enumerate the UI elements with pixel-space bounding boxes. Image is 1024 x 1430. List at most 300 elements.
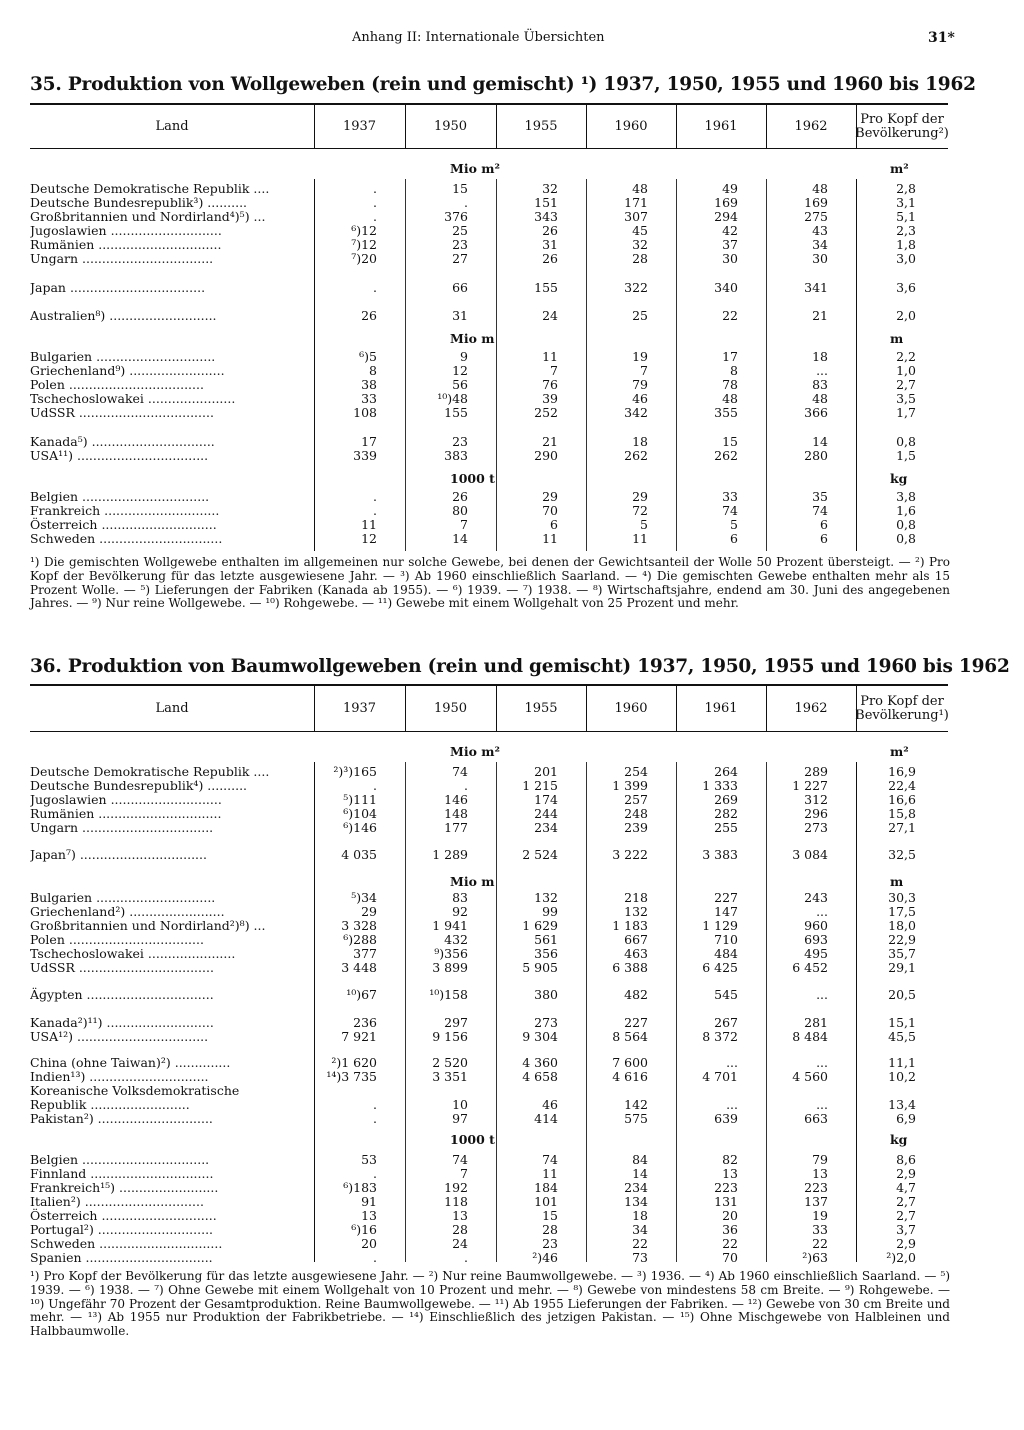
value-per-capita: 3,0 [896, 251, 916, 266]
value-1950: 2 520 [432, 1055, 468, 1070]
value-per-capita: 2,0 [896, 308, 916, 323]
value-1955: 343 [534, 209, 558, 224]
value-1937: . [373, 181, 377, 196]
unit-label: Mio m² [450, 744, 500, 759]
unit-per-capita: m² [890, 161, 909, 176]
value-1955: 11 [542, 349, 558, 364]
value-1961: 22 [722, 308, 738, 323]
running-title: Anhang II: Internationale Übersichten [352, 30, 605, 45]
value-1960: 48 [632, 181, 648, 196]
country-name: Koreanische Volksdemokratische [30, 1083, 240, 1098]
table-row [30, 237, 948, 252]
value-1960: 463 [624, 946, 648, 961]
value-1955: 184 [534, 1180, 558, 1195]
value-1961: 4 701 [702, 1069, 738, 1084]
value-1955: 31 [542, 237, 558, 252]
value-1962: 48 [812, 391, 828, 406]
table-row [30, 531, 948, 546]
value-1961: 8 [730, 363, 738, 378]
value-1937: ⁶)5 [359, 349, 377, 364]
value-1937: ⁶)12 [351, 223, 377, 238]
value-1950: 83 [452, 890, 468, 905]
value-1955: 5 905 [522, 960, 558, 975]
value-1961: 131 [714, 1194, 738, 1209]
value-1961: ... [726, 1097, 738, 1112]
value-1962: 33 [812, 1222, 828, 1237]
country-name: Indien¹³) .............................. [30, 1069, 209, 1084]
value-1937: 377 [353, 946, 377, 961]
value-1937: 33 [361, 391, 377, 406]
value-1950: 92 [452, 904, 468, 919]
value-1950: . [464, 778, 468, 793]
table-row [30, 280, 948, 295]
value-1950: 155 [444, 405, 468, 420]
value-1962: ... [816, 904, 828, 919]
country-name: Deutsche Demokratische Republik .... [30, 181, 270, 196]
value-per-capita: 1,5 [896, 448, 916, 463]
value-1950: 66 [452, 280, 468, 295]
value-1937: ⁵)111 [343, 792, 377, 807]
table-row [30, 377, 948, 392]
value-1937: . [373, 778, 377, 793]
value-per-capita: 45,5 [888, 1029, 916, 1044]
value-1937: ⁶)16 [351, 1222, 377, 1237]
header-year: 1960 [614, 118, 648, 134]
value-1937: . [373, 489, 377, 504]
value-1960: 227 [624, 1015, 648, 1030]
value-1950: ¹⁰)158 [429, 987, 468, 1002]
value-1950: 7 [460, 1166, 468, 1181]
country-name: Jugoslawien ............................ [30, 223, 222, 238]
table-row [30, 1083, 948, 1098]
value-1937: . [373, 1111, 377, 1126]
value-1937: 339 [353, 448, 377, 463]
value-1955: 1 215 [522, 778, 558, 793]
value-1955: 101 [534, 1194, 558, 1209]
value-1937: . [373, 280, 377, 295]
value-1950: 177 [444, 820, 468, 835]
value-1955: 23 [542, 1236, 558, 1251]
value-per-capita: 11,1 [888, 1055, 916, 1070]
country-name: Österreich ............................. [30, 517, 217, 532]
value-1937: 26 [361, 308, 377, 323]
table-row [30, 391, 948, 406]
value-1950: 97 [452, 1111, 468, 1126]
value-1950: 23 [452, 434, 468, 449]
country-name: Finnland ............................... [30, 1166, 214, 1181]
value-per-capita: 1,8 [896, 237, 916, 252]
unit-label: Mio m [450, 331, 495, 346]
unit-label: Mio m [450, 874, 495, 889]
value-1937: . [373, 1166, 377, 1181]
table-row [30, 1180, 948, 1195]
unit-per-capita: m² [890, 744, 909, 759]
value-1955: 39 [542, 391, 558, 406]
value-1960: 134 [624, 1194, 648, 1209]
country-name: Japan .................................. [30, 280, 206, 295]
table-row [30, 890, 948, 905]
value-1937: . [373, 195, 377, 210]
header-year: 1961 [704, 118, 738, 134]
value-per-capita: 2,3 [896, 223, 916, 238]
value-1960: 575 [624, 1111, 648, 1126]
country-name: Frankreich¹⁵) ......................... [30, 1180, 219, 1195]
value-per-capita: 18,0 [888, 918, 916, 933]
value-1961: 6 [730, 531, 738, 546]
header-year: 1955 [524, 700, 558, 716]
value-per-capita: 10,2 [888, 1069, 916, 1084]
value-per-capita: 2,7 [896, 1194, 916, 1209]
value-1955: 234 [534, 820, 558, 835]
value-1962: 30 [812, 251, 828, 266]
value-1937: 17 [361, 434, 377, 449]
value-1955: 132 [534, 890, 558, 905]
value-1950: 192 [444, 1180, 468, 1195]
country-name: Großbritannien und Nordirland⁴)⁵) ... [30, 209, 266, 224]
value-1960: 132 [624, 904, 648, 919]
value-per-capita: 32,5 [888, 847, 916, 862]
table-row [30, 1250, 948, 1265]
value-1960: 3 222 [612, 847, 648, 862]
value-1955: 151 [534, 195, 558, 210]
value-1950: 15 [452, 181, 468, 196]
country-name: Republik ......................... [30, 1097, 190, 1112]
value-1962: 223 [804, 1180, 828, 1195]
country-name: Bulgarien .............................. [30, 349, 216, 364]
table-35-title: 35. Produktion von Wollgeweben (rein und gemischt) ¹) 1937, 1950, 1955 und 1960 bis 1962 [30, 74, 976, 95]
unit-label: 1000 t [450, 471, 495, 486]
value-1937: 7 921 [341, 1029, 377, 1044]
value-1955: 76 [542, 377, 558, 392]
value-1955: 380 [534, 987, 558, 1002]
value-1960: 262 [624, 448, 648, 463]
value-1955: 561 [534, 932, 558, 947]
value-per-capita: 29,1 [888, 960, 916, 975]
value-1961: 82 [722, 1152, 738, 1167]
value-1937: ⁷)12 [351, 237, 377, 252]
country-name: Großbritannien und Nordirland²)⁸) ... [30, 918, 266, 933]
value-1961: 223 [714, 1180, 738, 1195]
value-1955: 74 [542, 1152, 558, 1167]
country-name: Belgien ................................ [30, 1152, 210, 1167]
country-name: Schweden ............................... [30, 531, 223, 546]
value-1960: 322 [624, 280, 648, 295]
header-per-capita: Pro Kopf der Bevölkerung²) [855, 111, 949, 141]
value-per-capita: 16,9 [888, 764, 916, 779]
table-row [30, 1236, 948, 1251]
country-name: Kanada²)¹¹) ........................... [30, 1015, 214, 1030]
country-name: Australien⁸) ........................... [30, 308, 217, 323]
value-1950: 25 [452, 223, 468, 238]
value-1962: 312 [804, 792, 828, 807]
value-1960: 14 [632, 1166, 648, 1181]
value-1962: 6 452 [792, 960, 828, 975]
value-1961: 1 333 [702, 778, 738, 793]
value-1950: 74 [452, 764, 468, 779]
value-1960: 25 [632, 308, 648, 323]
value-1962: 21 [812, 308, 828, 323]
country-name: Japan⁷) ................................ [30, 847, 207, 862]
value-1955: 273 [534, 1015, 558, 1030]
value-1960: 73 [632, 1250, 648, 1265]
value-per-capita: 0,8 [896, 517, 916, 532]
value-per-capita: 13,4 [888, 1097, 916, 1112]
value-1950: 432 [444, 932, 468, 947]
value-1960: 307 [624, 209, 648, 224]
value-1960: 667 [624, 932, 648, 947]
value-1955: 201 [534, 764, 558, 779]
value-per-capita: 2,9 [896, 1236, 916, 1251]
table-row [30, 195, 948, 210]
table-row [30, 209, 948, 224]
country-name: Ungarn ................................. [30, 251, 214, 266]
table-row [30, 1166, 948, 1181]
value-1961: 484 [714, 946, 738, 961]
value-1950: 383 [444, 448, 468, 463]
value-1961: 262 [714, 448, 738, 463]
value-1962: 296 [804, 806, 828, 821]
table-row [30, 918, 948, 933]
unit-per-capita: kg [890, 471, 908, 486]
header-land: Land [155, 118, 189, 134]
value-1961: 147 [714, 904, 738, 919]
value-1937: 20 [361, 1236, 377, 1251]
value-1962: 280 [804, 448, 828, 463]
value-1961: 355 [714, 405, 738, 420]
table-row [30, 1152, 948, 1167]
table-row [30, 1208, 948, 1223]
unit-per-capita: m [890, 874, 904, 889]
value-1962: 35 [812, 489, 828, 504]
unit-label: 1000 t [450, 1132, 495, 1147]
value-1960: 34 [632, 1222, 648, 1237]
page-header [0, 30, 1024, 50]
value-1937: 8 [369, 363, 377, 378]
value-1950: 80 [452, 503, 468, 518]
value-per-capita: 8,6 [896, 1152, 916, 1167]
value-1937: ⁵)34 [351, 890, 377, 905]
value-1962: 14 [812, 434, 828, 449]
value-1962: 48 [812, 181, 828, 196]
country-name: China (ohne Taiwan)²) .............. [30, 1055, 231, 1070]
value-1961: 48 [722, 391, 738, 406]
table-row [30, 517, 948, 532]
value-1950: 26 [452, 489, 468, 504]
value-1962: ... [816, 987, 828, 1002]
value-1937: ⁶)183 [343, 1180, 377, 1195]
value-1937: ⁷)20 [351, 251, 377, 266]
value-1955: 414 [534, 1111, 558, 1126]
value-1962: 22 [812, 1236, 828, 1251]
country-name: Deutsche Bundesrepublik³) .......... [30, 195, 248, 210]
value-1950: . [464, 195, 468, 210]
country-name: Ungarn ................................. [30, 820, 214, 835]
value-1955: 6 [550, 517, 558, 532]
value-1950: 1 941 [432, 918, 468, 933]
value-1955: 174 [534, 792, 558, 807]
country-name: Rumänien ............................... [30, 237, 222, 252]
country-name: Pakistan²) ............................. [30, 1111, 213, 1126]
value-1937: . [373, 209, 377, 224]
value-1962: 43 [812, 223, 828, 238]
value-1960: 1 183 [612, 918, 648, 933]
value-1960: 342 [624, 405, 648, 420]
value-1960: 257 [624, 792, 648, 807]
value-1961: 5 [730, 517, 738, 532]
country-name: Portugal²) ............................. [30, 1222, 214, 1237]
value-per-capita: 3,1 [896, 195, 916, 210]
value-1937: 12 [361, 531, 377, 546]
country-name: Frankreich ............................. [30, 503, 220, 518]
value-1937: . [373, 1097, 377, 1112]
value-1960: 7 600 [612, 1055, 648, 1070]
value-1960: 45 [632, 223, 648, 238]
value-1955: 24 [542, 308, 558, 323]
table-row [30, 489, 948, 504]
value-1955: 2 524 [522, 847, 558, 862]
value-per-capita: ²)2,0 [886, 1250, 916, 1265]
value-per-capita: 1,7 [896, 405, 916, 420]
value-1960: 4 616 [612, 1069, 648, 1084]
value-per-capita: 22,4 [888, 778, 916, 793]
value-1962: 13 [812, 1166, 828, 1181]
header-year: 1962 [794, 700, 828, 716]
header-year: 1937 [342, 700, 377, 716]
header-year: 1937 [342, 118, 377, 134]
table-row [30, 820, 948, 835]
value-1955: 21 [542, 434, 558, 449]
table-row [30, 308, 948, 323]
value-1950: 148 [444, 806, 468, 821]
value-per-capita: 30,3 [888, 890, 916, 905]
value-per-capita: 15,1 [888, 1015, 916, 1030]
value-per-capita: 6,9 [896, 1111, 916, 1126]
value-1955: 1 629 [522, 918, 558, 933]
table-36-title: 36. Produktion von Baumwollgeweben (rein und gemischt) 1937, 1950, 1955 und 1960 bis 1962 [30, 656, 1010, 677]
table-row [30, 1222, 948, 1237]
value-1955: 99 [542, 904, 558, 919]
table-row [30, 1055, 948, 1070]
value-per-capita: 16,6 [888, 792, 916, 807]
unit-label: Mio m² [450, 161, 500, 176]
value-per-capita: 2,7 [896, 1208, 916, 1223]
value-1937: 11 [361, 517, 377, 532]
value-1961: 33 [722, 489, 738, 504]
value-1961: 37 [722, 237, 738, 252]
value-1962: 243 [804, 890, 828, 905]
value-1962: 693 [804, 932, 828, 947]
value-1962: 79 [812, 1152, 828, 1167]
value-1955: 4 360 [522, 1055, 558, 1070]
value-1950: 24 [452, 1236, 468, 1251]
value-1950: ¹⁰)48 [437, 391, 468, 406]
value-1962: 663 [804, 1111, 828, 1126]
value-1950: 27 [452, 251, 468, 266]
value-1960: 5 [640, 517, 648, 532]
table-row [30, 946, 948, 961]
value-1962: 4 560 [792, 1069, 828, 1084]
value-1950: 31 [452, 308, 468, 323]
value-1961: 267 [714, 1015, 738, 1030]
value-per-capita: 15,8 [888, 806, 916, 821]
table-row [30, 1097, 948, 1112]
value-1960: 482 [624, 987, 648, 1002]
value-1950: 56 [452, 377, 468, 392]
country-name: Deutsche Bundesrepublik⁴) .......... [30, 778, 248, 793]
country-name: Deutsche Demokratische Republik .... [30, 764, 270, 779]
value-1950: 146 [444, 792, 468, 807]
value-1961: 30 [722, 251, 738, 266]
value-1950: 9 [460, 349, 468, 364]
value-1960: 22 [632, 1236, 648, 1251]
value-1962: 273 [804, 820, 828, 835]
value-1950: ⁹)356 [434, 946, 468, 961]
country-name: UdSSR .................................. [30, 960, 214, 975]
value-1961: 6 425 [702, 960, 738, 975]
value-per-capita: 35,7 [888, 946, 916, 961]
unit-per-capita: kg [890, 1132, 908, 1147]
value-1962: ²)63 [802, 1250, 828, 1265]
value-1961: 269 [714, 792, 738, 807]
value-1937: ²)1 620 [331, 1055, 377, 1070]
value-1937: ⁶)146 [343, 820, 377, 835]
value-1955: 28 [542, 1222, 558, 1237]
value-1962: 289 [804, 764, 828, 779]
value-1955: 290 [534, 448, 558, 463]
value-1955: 7 [550, 363, 558, 378]
value-1955: 356 [534, 946, 558, 961]
value-1961: 15 [722, 434, 738, 449]
value-per-capita: 17,5 [888, 904, 916, 919]
value-1960: 29 [632, 489, 648, 504]
value-1937: . [373, 1250, 377, 1265]
value-1962: 3 084 [792, 847, 828, 862]
value-1961: 255 [714, 820, 738, 835]
country-name: Kanada⁵) ............................... [30, 434, 215, 449]
value-1955: 70 [542, 503, 558, 518]
country-name: Ägypten ................................ [30, 987, 214, 1002]
value-1950: 9 156 [432, 1029, 468, 1044]
value-1937: 4 035 [341, 847, 377, 862]
value-1955: 46 [542, 1097, 558, 1112]
header-per-capita: Pro Kopf der Bevölkerung¹) [855, 693, 949, 723]
table-row [30, 764, 948, 779]
value-1962: ... [816, 1055, 828, 1070]
table-row [30, 349, 948, 364]
table-header [30, 103, 948, 149]
header-year: 1950 [433, 700, 468, 716]
table-row [30, 792, 948, 807]
value-1961: 1 129 [702, 918, 738, 933]
value-1950: 23 [452, 237, 468, 252]
value-per-capita: 2,9 [896, 1166, 916, 1181]
table-row [30, 904, 948, 919]
value-1960: 7 [640, 363, 648, 378]
value-1955: 11 [542, 1166, 558, 1181]
country-name: USA¹¹) ................................. [30, 448, 209, 463]
value-1962: 281 [804, 1015, 828, 1030]
value-1937: . [373, 503, 377, 518]
value-1962: 6 [820, 531, 828, 546]
value-1937: 236 [353, 1015, 377, 1030]
value-1937: 91 [361, 1194, 377, 1209]
value-1960: 18 [632, 434, 648, 449]
value-1955: 32 [542, 181, 558, 196]
footnote-text: ¹) Pro Kopf der Bevölkerung für das letzte ausgewiesene Jahr. — ²) Nur reine Baumwollgewebe. — ³) 1936. — ⁴) Ab 1960 einschließlich Saarland. — ⁵) 1939. — ⁶) 1938. — ⁷) Ohne Gewebe mit einem Wollgehalt von 10 Prozent und mehr. — ⁸) Gewebe von mindestens 58 cm Breite. — ⁹) Rohgewebe. — ¹⁰) Ungefähr 70 Prozent der Gesamtproduktion. Reine Baumwollgewebe. — ¹¹) Ab 1955 Lieferungen der Fabriken. — ¹²) Gewebe von 30 cm Breite und mehr. — ¹³) Ab 1955 nur Produktion der Fabrikbetriebe. — ¹⁴) Einschließlich des jetzigen Pakistan. — ¹⁵) Ohne Mischgewebe von Halbleinen und Halbbaumwolle. [30, 1269, 950, 1339]
value-1962: 495 [804, 946, 828, 961]
value-per-capita: 20,5 [888, 987, 916, 1002]
value-per-capita: 0,8 [896, 531, 916, 546]
